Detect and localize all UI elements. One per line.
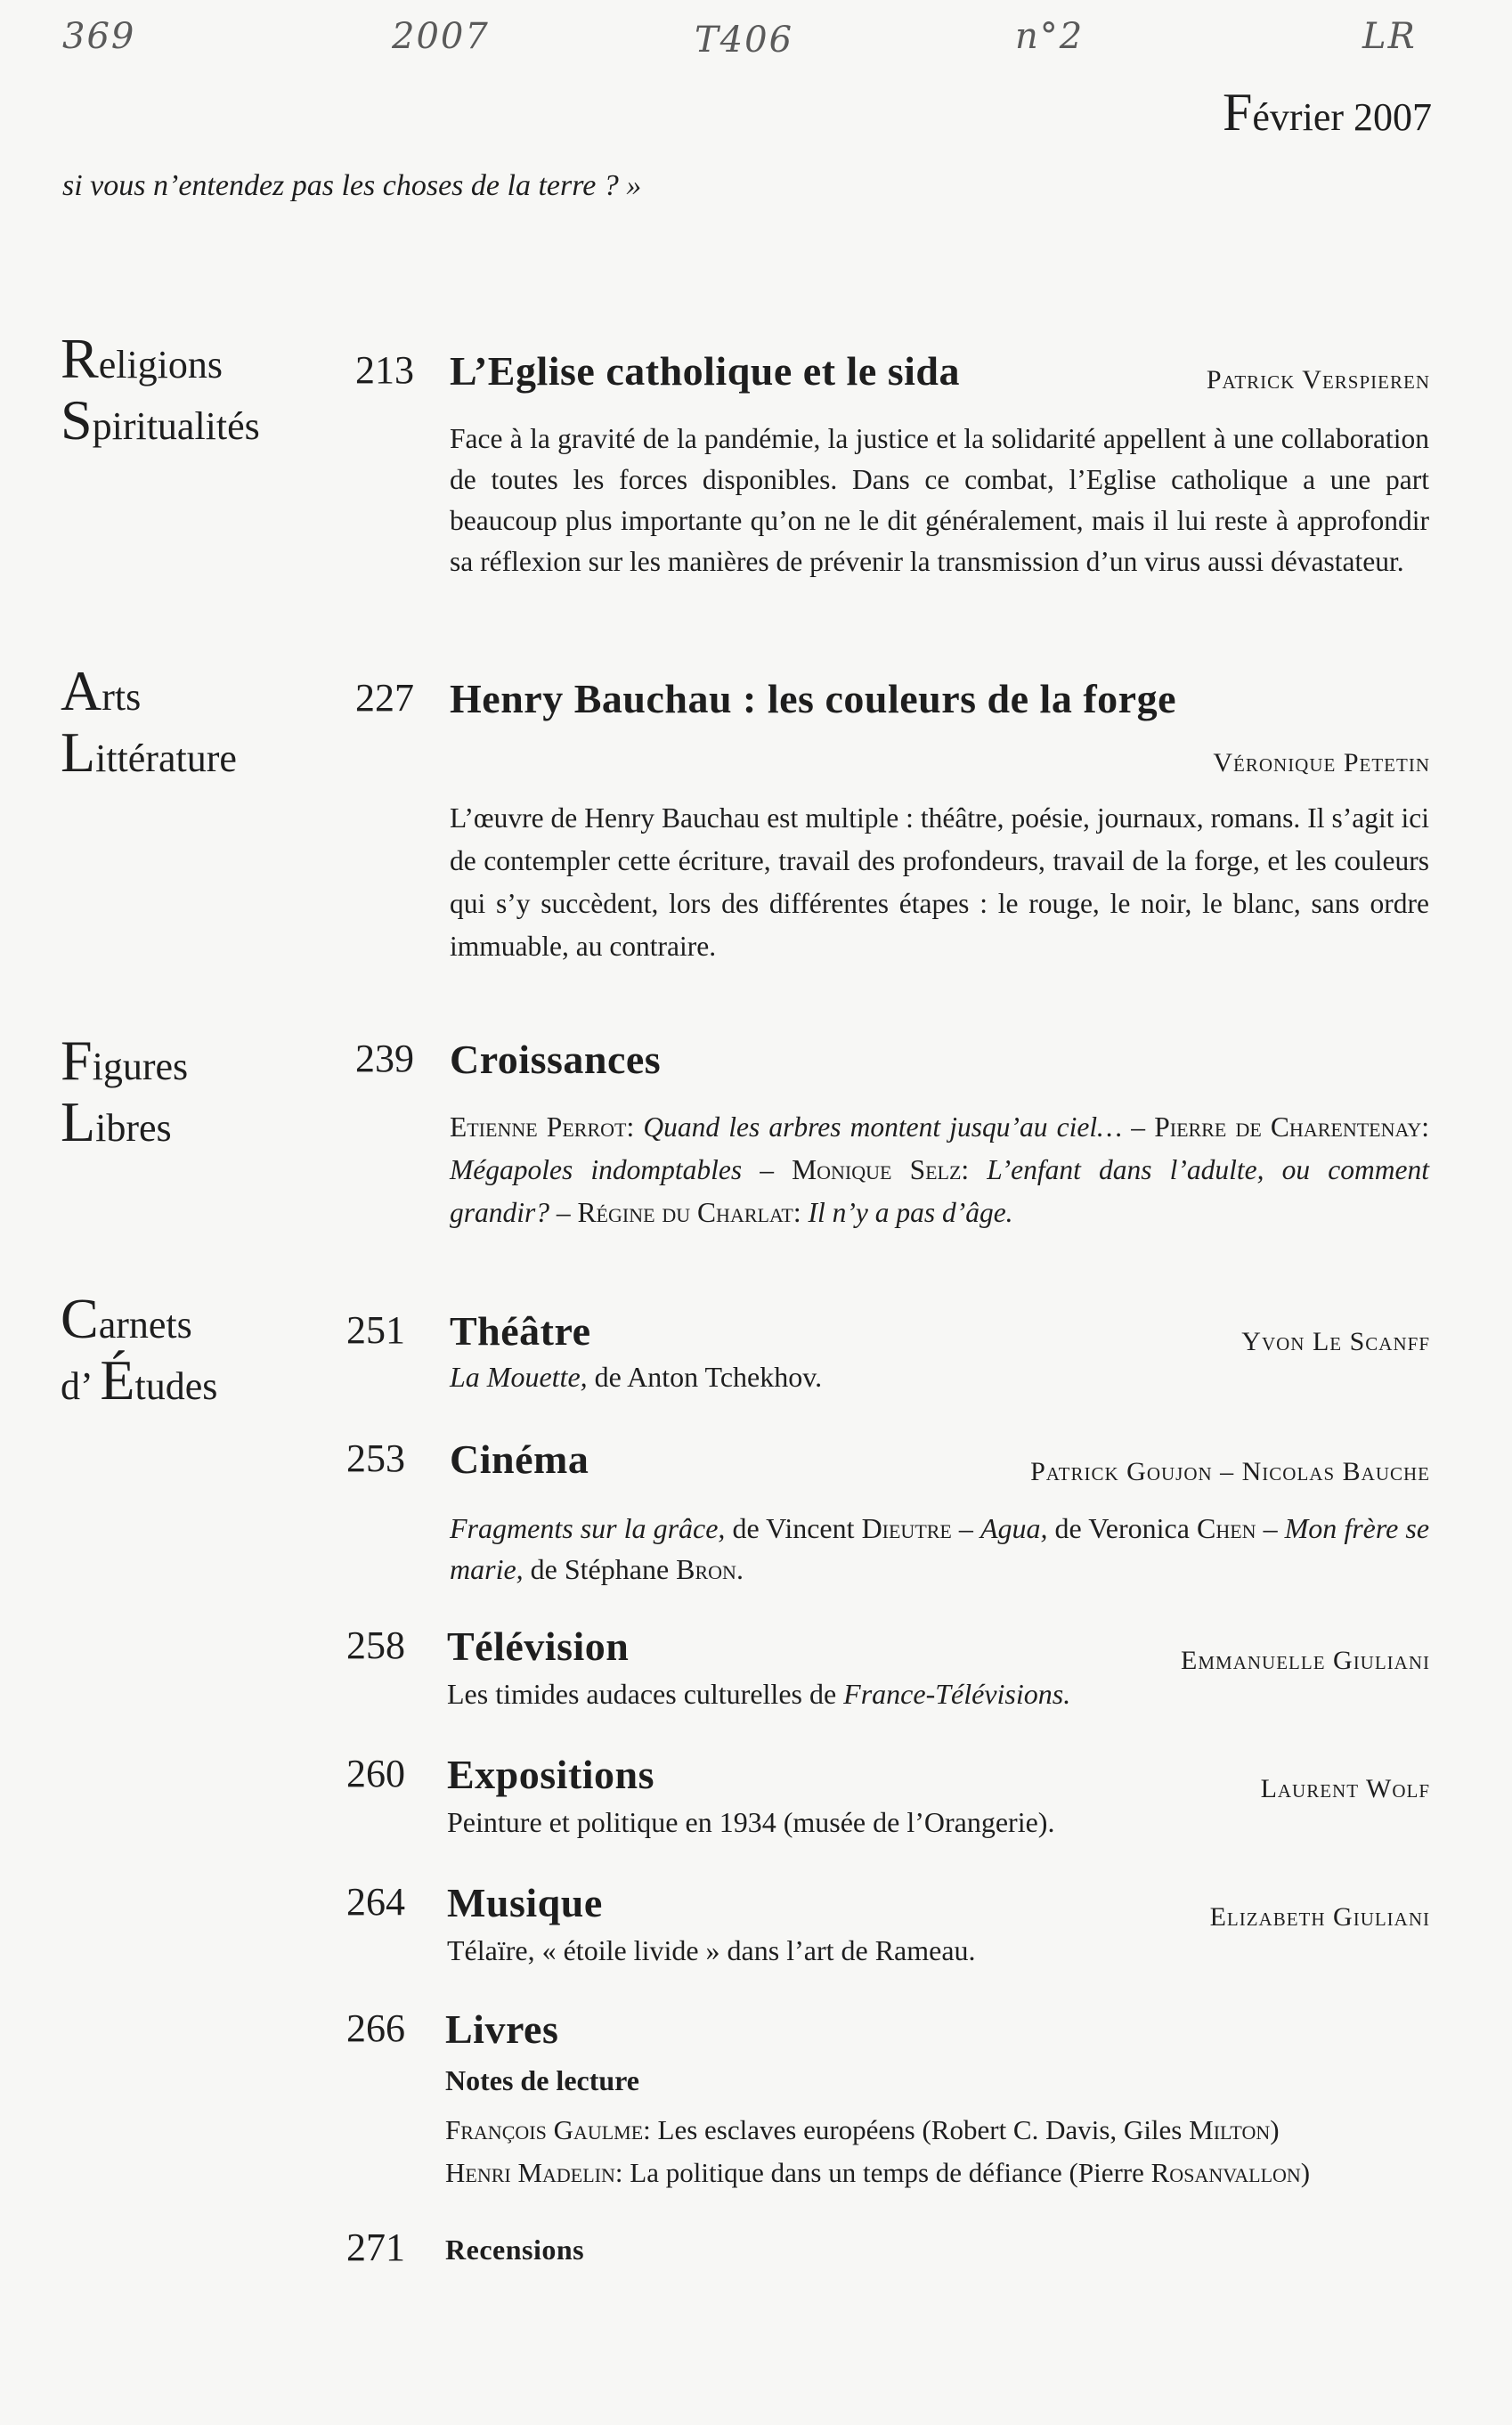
section-carnets: Carnets d’ Études xyxy=(61,1287,218,1412)
article-summary: Les timides audaces culturelles de France-Télévisions. xyxy=(447,1678,1071,1710)
section-arts: Arts Littérature xyxy=(61,659,237,784)
article-author: Emmanuelle Giuliani xyxy=(1181,1646,1430,1675)
article-author: Laurent Wolf xyxy=(1260,1774,1430,1803)
page-number: 213 xyxy=(355,348,414,392)
page-number: 251 xyxy=(346,1308,405,1352)
article-title: Livres xyxy=(445,2006,559,2052)
article-summary: Peinture et politique en 1934 (musée de l’Orangerie). xyxy=(447,1806,1055,1838)
section-religions: Religions Spiritualités xyxy=(61,327,260,452)
page-number: 271 xyxy=(346,2226,405,2269)
page-number: 264 xyxy=(346,1880,405,1924)
handwritten-note: LR xyxy=(1362,16,1417,57)
article-summary: L’œuvre de Henry Bauchau est multiple : théâtre, poésie, journaux, romans. Il s’agit ici de contempler cette écriture, travail des profondeurs, travail de la forge, et les couleurs qui s’y succèdent, lors des différentes étapes : le rouge, le noir, le blanc, sans ordre immuable, au contraire. xyxy=(450,802,1429,962)
handwritten-note: 2007 xyxy=(392,16,490,57)
handwritten-note: 369 xyxy=(62,16,136,57)
article-title: Croissances xyxy=(450,1037,662,1082)
section-figures: Figures Libres xyxy=(61,1029,189,1153)
review-line: François Gaulme: Les esclaves européens (Robert C. Davis, Giles Milton) xyxy=(445,2114,1280,2145)
article-author: Patrick Goujon – Nicolas Bauche xyxy=(1030,1457,1430,1486)
article-summary: Fragments sur la grâce, de Vincent Dieutre – Agua, de Veronica Chen – Mon frère se marie, de Stéphane Bron. xyxy=(450,1512,1430,1585)
page-number: 253 xyxy=(346,1436,405,1480)
article-title: Henry Bauchau : les couleurs de la forge xyxy=(450,676,1176,721)
section-subtitle: Notes de lecture xyxy=(445,2064,639,2096)
page-number: 260 xyxy=(346,1752,405,1795)
handwritten-note: n°2 xyxy=(1015,16,1085,57)
article-title: Expositions xyxy=(447,1752,655,1797)
page-number: 266 xyxy=(346,2006,405,2050)
review-line: Henri Madelin: La politique dans un temps de défiance (Pierre Rosanvallon) xyxy=(445,2157,1311,2188)
page-number: 258 xyxy=(346,1623,405,1667)
epigraph: si vous n’entendez pas les choses de la terre ? » xyxy=(62,169,642,202)
page-number: 239 xyxy=(355,1037,414,1080)
issue-date: Février 2007 xyxy=(1223,83,1432,142)
article-author: Elizabeth Giuliani xyxy=(1209,1902,1430,1932)
article-title: Recensions xyxy=(445,2234,585,2266)
article-summary: Etienne Perrot: Quand les arbres montent jusqu’au ciel… – Pierre de Charentenay: Mégapoles indomptables – Monique Selz: L’enfant dans l’adulte, ou comment grandir? – Régine du Charlat: Il n’y a pas d’âge. xyxy=(450,1111,1429,1228)
article-title: L’Eglise catholique et le sida xyxy=(450,348,960,394)
article-author: Yvon Le Scanff xyxy=(1241,1327,1430,1356)
article-author: Patrick Verspieren xyxy=(1206,365,1430,395)
article-summary: Face à la gravité de la pandémie, la justice et la solidarité appellent à une collaboration de toutes les forces disponibles. Dans ce combat, l’Eglise catholique a une part beaucoup plus importante qu’on ne le dit généralement, mais il lui reste à approfondir sa réflexion sur les manières de prévenir la transmission d’un virus aussi dévastateur. xyxy=(450,423,1429,577)
article-title: Théâtre xyxy=(450,1308,591,1354)
article-title: Musique xyxy=(447,1880,603,1925)
article-title: Cinéma xyxy=(450,1436,589,1482)
article-summary: La Mouette, de Anton Tchekhov. xyxy=(450,1361,823,1393)
article-title: Télévision xyxy=(447,1623,630,1669)
handwritten-note: T406 xyxy=(695,20,794,61)
article-author: Véronique Petetin xyxy=(1213,748,1430,777)
article-summary: Télaïre, « étoile livide » dans l’art de Rameau. xyxy=(447,1934,976,1966)
page-number: 227 xyxy=(355,676,414,720)
